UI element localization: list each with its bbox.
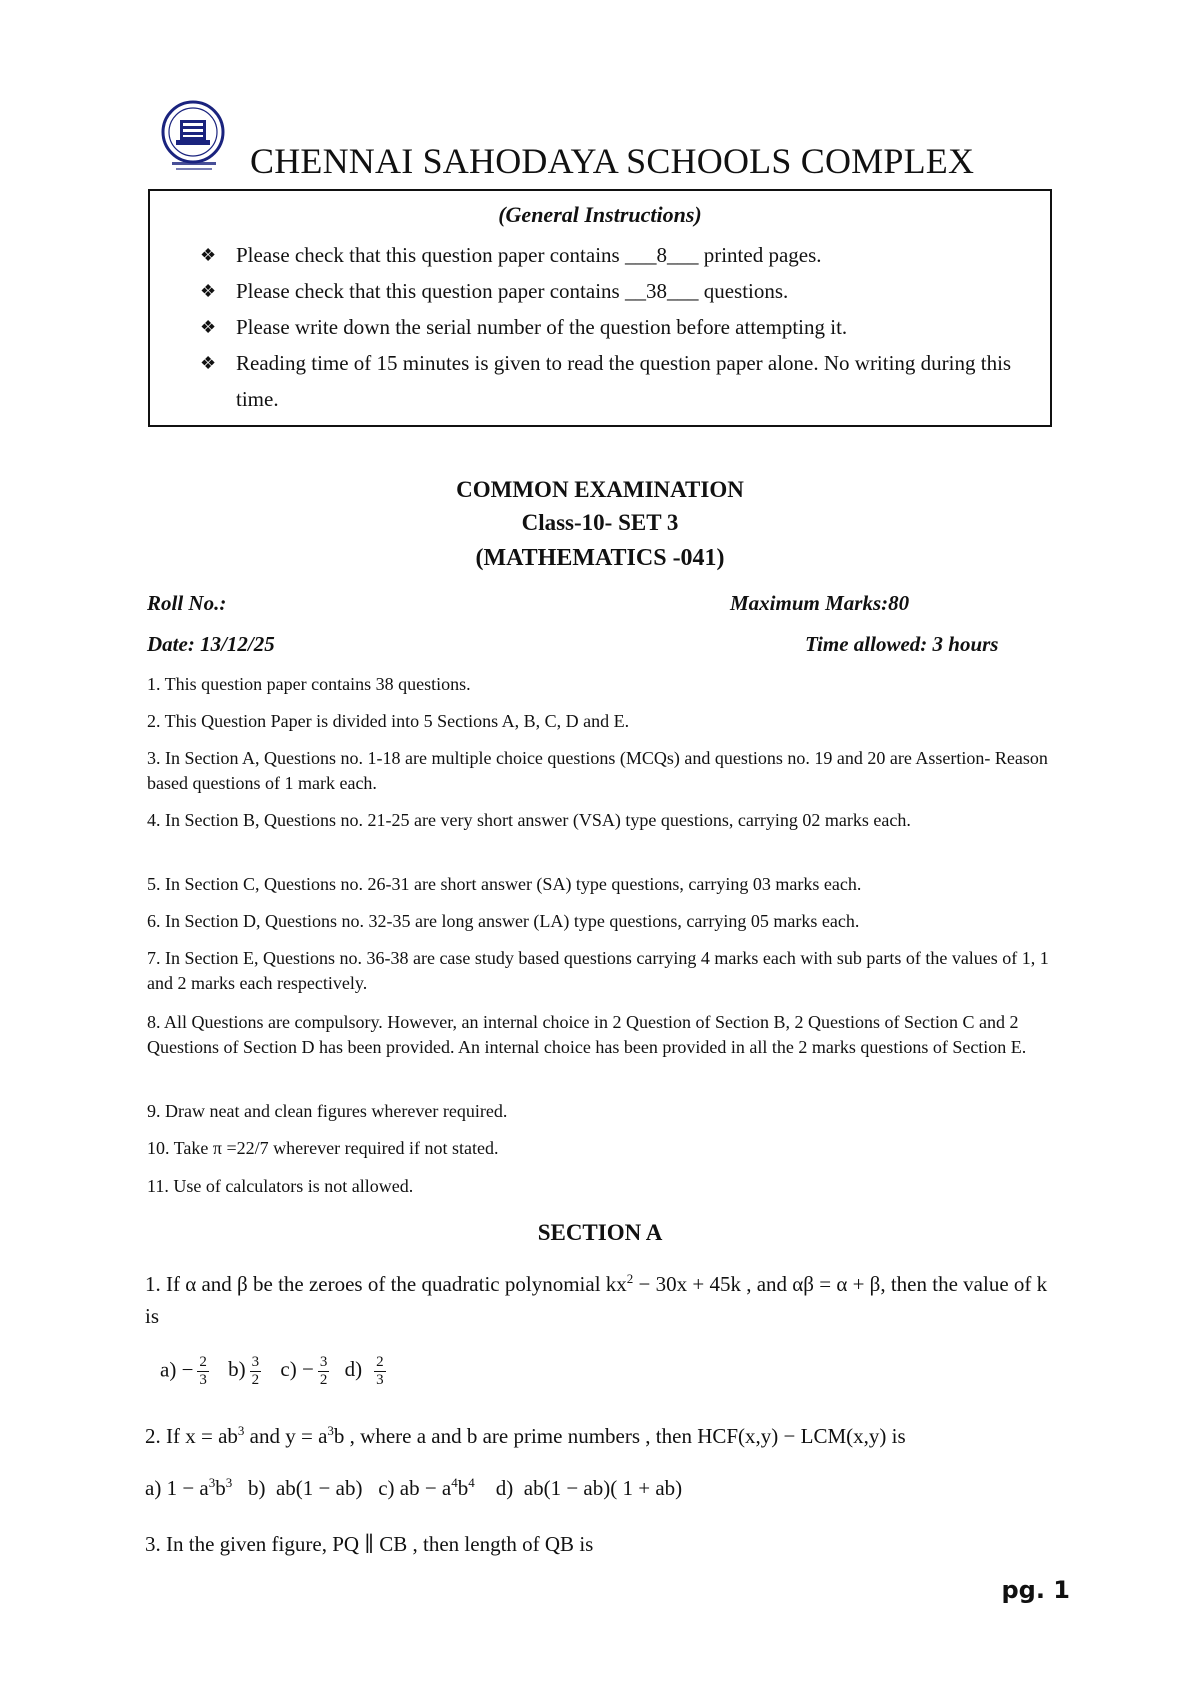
- q1-option-c-fraction: [318, 1354, 330, 1389]
- q1-option-a: a) −: [160, 1357, 194, 1382]
- denominator: 2: [251, 1372, 260, 1388]
- class-set: Class-10- SET 3: [521, 510, 679, 535]
- q1-superscript: 2: [626, 1271, 634, 1286]
- rule-item: 5. In Section C, Questions no. 26-31 are short answer (SA) type questions, carrying 03 marks each.: [147, 874, 862, 894]
- question-1: [145, 1268, 1065, 1332]
- q2-option-d: d) ab(1 − ab)( 1 + ab): [474, 1476, 683, 1500]
- school-name: CHENNAI SAHODAYA SCHOOLS COMPLEX: [250, 141, 975, 181]
- denominator: 2: [319, 1372, 328, 1388]
- q1-option-b: b): [228, 1357, 246, 1382]
- q2-text-part: and y = a: [244, 1424, 328, 1448]
- numerator: 2: [199, 1354, 207, 1370]
- school-logo: [150, 98, 236, 174]
- question-1-options: [160, 1354, 390, 1389]
- roll-no-label: Roll No.:: [147, 591, 227, 615]
- exam-date: Date: 13/12/25: [147, 632, 275, 656]
- instruction-item: [200, 237, 1030, 273]
- superscript: 3: [225, 1475, 233, 1490]
- q2-superscript: 3: [327, 1423, 334, 1438]
- rule-item: 11. Use of calculators is not allowed.: [147, 1176, 414, 1196]
- q1-option-c: c) −: [280, 1357, 314, 1382]
- q2-option-a-part: b: [215, 1476, 226, 1500]
- instruction-text: Please check that this question paper contains __38___ questions.: [236, 279, 789, 303]
- q1-option-a-fraction: [197, 1354, 209, 1389]
- rule-item: 6. In Section D, Questions no. 32-35 are long answer (LA) type questions, carrying 05 marks each.: [147, 911, 860, 931]
- question-2-options: [145, 1476, 682, 1501]
- q1-text-part: − 30x + 45k , and αβ = α + β, then the value of k is: [145, 1272, 1048, 1328]
- superscript: 4: [451, 1475, 458, 1490]
- superscript: 4: [468, 1475, 475, 1490]
- diamond-bullet-icon: ❖: [200, 353, 217, 373]
- rule-item: 1. This question paper contains 38 questions.: [147, 674, 471, 694]
- q2-text-part: 2. If x = ab: [145, 1424, 238, 1448]
- q1-option-d: d): [344, 1357, 363, 1382]
- instruction-item: [200, 309, 1030, 345]
- numerator: 3: [251, 1354, 260, 1370]
- general-instructions-box: [148, 189, 1052, 427]
- denominator: 3: [199, 1372, 207, 1388]
- q2-option-c: c) ab − a: [362, 1476, 452, 1500]
- question-3: 3. In the given figure, PQ ∥ CB , then length of QB is: [145, 1532, 594, 1556]
- rule-item: 8. All Questions are compulsory. However, an internal choice in 2 Question of Section B, 2 Questions of Section C and 2 Questions of Section D has been provided. An internal choice has been provided in all the 2 marks questions of Section E.: [147, 1012, 1027, 1057]
- rule-item: 9. Draw neat and clean figures wherever required.: [147, 1101, 508, 1121]
- section-a-heading: SECTION A: [537, 1220, 663, 1245]
- instruction-item: [200, 273, 1030, 309]
- instructions-heading: (General Instructions): [498, 202, 702, 227]
- exam-title: COMMON EXAMINATION: [456, 477, 744, 502]
- diamond-bullet-icon: ❖: [200, 317, 217, 337]
- time-allowed: Time allowed: 3 hours: [805, 632, 999, 656]
- rule-item: 4. In Section B, Questions no. 21-25 are very short answer (VSA) type questions, carrying 02 marks each.: [147, 810, 911, 830]
- q2-option-c-part: b: [457, 1476, 469, 1500]
- superscript: 3: [208, 1475, 216, 1490]
- denominator: 3: [376, 1372, 384, 1388]
- q2-option-b: b) ab(1 − ab): [232, 1476, 363, 1500]
- diamond-bullet-icon: ❖: [200, 245, 217, 265]
- q1-option-d-fraction: [374, 1354, 386, 1389]
- page-number: pg. 1: [1001, 1576, 1070, 1604]
- instruction-item: [200, 345, 1024, 417]
- numerator: 3: [319, 1354, 328, 1370]
- instruction-text: Reading time of 15 minutes is given to read the question paper alone. No writing during this time.: [236, 351, 1012, 411]
- q1-text-part: 1. If α and β be the zeroes of the quadratic polynomial kx: [145, 1272, 627, 1296]
- instruction-text: Please check that this question paper contains ___8___ printed pages.: [236, 243, 822, 267]
- numerator: 2: [376, 1354, 384, 1370]
- rule-item: 3. In Section A, Questions no. 1-18 are multiple choice questions (MCQs) and questions no. 19 and 20 are Assertion- Reason based questions of 1 mark each.: [147, 748, 1048, 793]
- q2-text-part: b , where a and b are prime numbers , then HCF(x,y) − LCM(x,y) is: [333, 1424, 906, 1448]
- diamond-bullet-icon: ❖: [200, 281, 217, 301]
- q2-superscript: 3: [237, 1423, 245, 1438]
- instruction-text: Please write down the serial number of the question before attempting it.: [236, 315, 848, 339]
- rule-item: 10. Take π =22/7 wherever required if not stated.: [147, 1138, 499, 1158]
- rule-item: 2. This Question Paper is divided into 5 Sections A, B, C, D and E.: [147, 711, 630, 731]
- subject-title: (MATHEMATICS -041): [475, 545, 725, 571]
- max-marks: Maximum Marks:80: [730, 591, 910, 615]
- question-2: [145, 1422, 1065, 1450]
- q1-option-b-fraction: [250, 1354, 262, 1389]
- q2-option-a: a) 1 − a: [145, 1476, 209, 1500]
- rule-item: 7. In Section E, Questions no. 36-38 are case study based questions carrying 4 marks each with sub parts of the values of 1, 1 and 2 marks each respectively.: [147, 948, 1049, 993]
